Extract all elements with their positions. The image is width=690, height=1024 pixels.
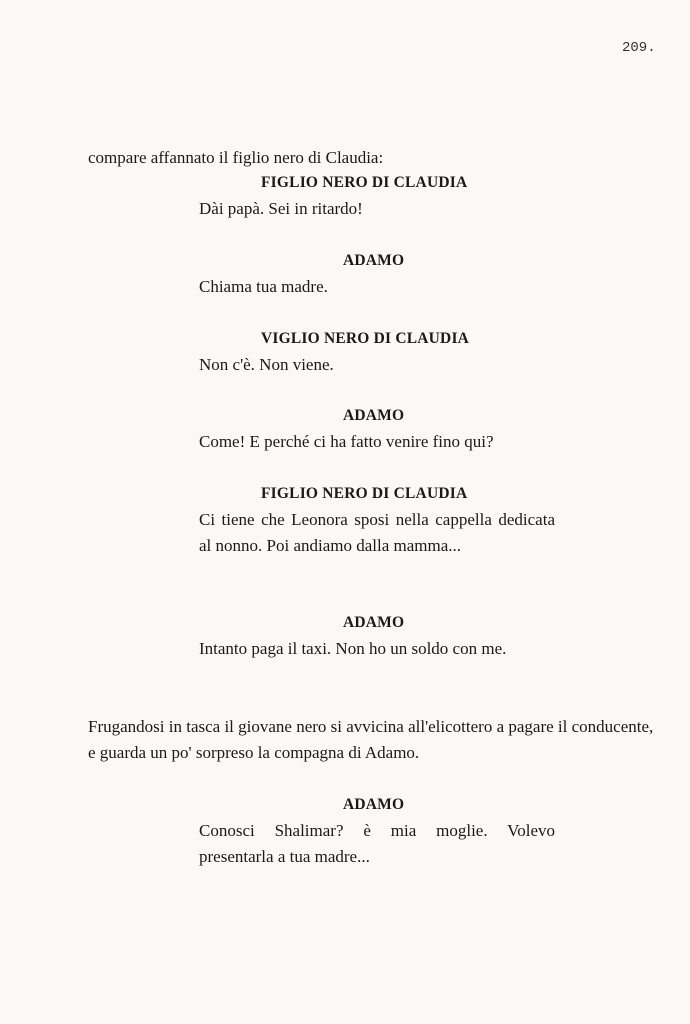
speaker-name: FIGLIO NERO DI CLAUDIA (261, 485, 468, 502)
intro-line: compare affannato il figlio nero di Claudia: (88, 148, 384, 167)
speaker-name: ADAMO (343, 796, 405, 813)
speaker-name: VIGLIO NERO DI CLAUDIA (261, 330, 470, 347)
dialogue-paragraph: Conosci Shalimar? è mia moglie. Volevo presentarla a tua madre... (199, 821, 555, 866)
dialogue-line: Non c'è. Non viene. (199, 355, 334, 374)
dialogue-line: Chiama tua madre. (199, 277, 328, 296)
speaker-name: ADAMO (343, 252, 405, 269)
dialogue-line: Come! E perché ci ha fatto venire fino qui? (199, 432, 494, 451)
narration-paragraph: Frugandosi in tasca il giovane nero si avvicina all'elicottero a pagare il conducente, e guarda un po' sorpreso la compagna di Adamo. (88, 717, 654, 762)
dialogue-line: Dài papà. Sei in ritardo! (199, 199, 363, 218)
page-number: 209. (622, 40, 656, 56)
speaker-name: ADAMO (343, 614, 405, 631)
dialogue-paragraph: Intanto paga il taxi. Non ho un soldo con me. (199, 639, 507, 658)
speaker-name: ADAMO (343, 407, 405, 424)
speaker-name: FIGLIO NERO DI CLAUDIA (261, 174, 468, 191)
dialogue-paragraph: Ci tiene che Leonora sposi nella cappella dedicata al nonno. Poi andiamo dalla mamma... (199, 510, 555, 555)
